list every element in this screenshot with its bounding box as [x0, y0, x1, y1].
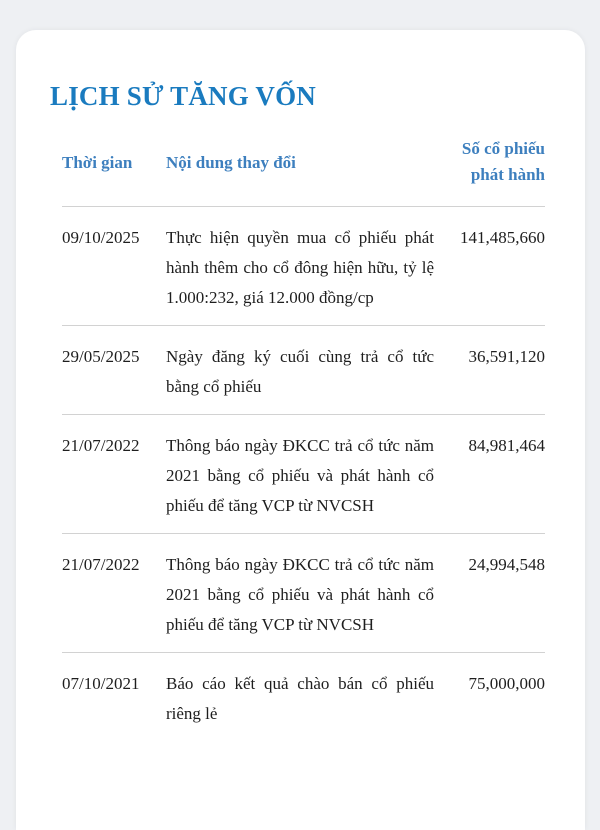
row-shares: 36,591,120	[468, 347, 545, 366]
row-date: 21/07/2022	[62, 555, 140, 574]
table-header	[16, 136, 585, 208]
row-date: 29/05/2025	[62, 347, 140, 366]
row-content: Thông báo ngày ĐKCC trả cổ tức năm 2021 bằng cổ phiếu và phát hành cổ phiếu để tăng VCP từ NVCSH	[166, 436, 434, 515]
section-title: LỊCH SỬ TĂNG VỐN	[50, 81, 317, 111]
row-content: Thông báo ngày ĐKCC trả cổ tức năm 2021 bằng cổ phiếu và phát hành cổ phiếu để tăng VCP từ NVCSH	[166, 555, 434, 634]
table-row	[62, 206, 545, 325]
header-shares-line2: phát hành	[470, 165, 545, 184]
row-shares: 84,981,464	[468, 436, 545, 455]
table-row	[62, 414, 545, 533]
row-content: Ngày đăng ký cuối cùng trả cổ tức bằng cổ phiếu	[166, 347, 434, 396]
table-row	[62, 533, 545, 652]
table-row	[62, 652, 545, 741]
row-shares: 24,994,548	[468, 555, 545, 574]
table-row	[62, 325, 545, 414]
header-shares	[425, 136, 545, 188]
row-shares: 141,485,660	[460, 228, 545, 247]
table-body	[16, 206, 585, 741]
header-time: Thời gian	[62, 153, 133, 172]
row-shares: 75,000,000	[468, 674, 545, 693]
row-content: Báo cáo kết quả chào bán cổ phiếu riêng lẻ	[166, 674, 434, 723]
header-content: Nội dung thay đổi	[166, 153, 296, 172]
header-shares-line1: Số cổ phiếu	[461, 139, 545, 158]
capital-history-card	[16, 30, 585, 830]
row-date: 07/10/2021	[62, 674, 140, 693]
row-content: Thực hiện quyền mua cổ phiếu phát hành thêm cho cổ đông hiện hữu, tỷ lệ 1.000:232, giá 12.000 đồng/cp	[166, 228, 434, 307]
row-date: 21/07/2022	[62, 436, 140, 455]
row-date: 09/10/2025	[62, 228, 140, 247]
